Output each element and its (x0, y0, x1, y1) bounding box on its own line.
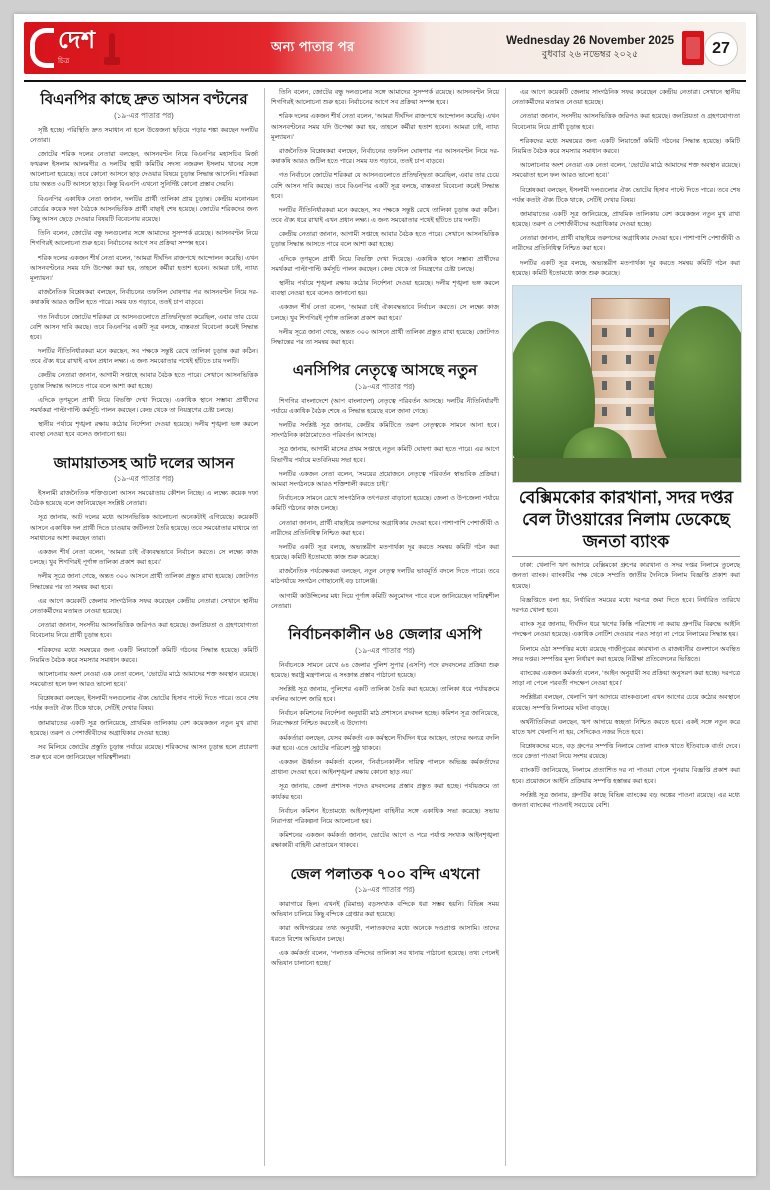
column-2 (264, 88, 505, 1166)
paragraph: বিশ্লেষকরা বলছেন, ইসলামী দলগুলোর ঐক্য ভোটের হিসাব পাল্টে দিতে পারে। তবে শেষ পর্যন্ত কতটা ঐক্য টিকে থাকে, সেটিই দেখার বিষয়। (30, 695, 258, 713)
paragraph: দলটির একটি সূত্র বলছে, অভ্যন্তরীণ মতপার্থক্য দূর করতে সমন্বয় কমিটি গঠন করা হয়েছে। কমিটি ইতোমধ্যে কাজ শুরু করেছে। (271, 543, 499, 562)
paragraph: এদিকে তৃণমূলে প্রার্থী নিয়ে বিভক্তি দেখা দিয়েছে। একাধিক স্থানে সম্ভাব্য প্রার্থীদের সমর্থকরা পাল্টাপাল্টি কর্মসূচি পালন করছেন। কেন্দ্র থেকে তা নিয়ন্ত্রণের চেষ্টা চলছে। (271, 255, 499, 273)
paragraph: এক কর্মকর্তা বলেন, ‘পলাতক বন্দিদের তালিকা সব থানায় পাঠানো হয়েছে। তথ্য পেলেই অভিযান চালানো হচ্ছে।’ (271, 949, 499, 967)
paragraph: নির্বাচনকে সামনে রেখে সাংগঠনিক তৎপরতা বাড়ানো হয়েছে। জেলা ও উপজেলা পর্যায়ে কমিটি গঠনের কাজ চলছে। (271, 495, 499, 513)
date-english: Wednesday 26 November 2025 (506, 34, 674, 47)
paragraph: ঢাকা: খেলাপি ঋণ আদায়ে বেক্সিমকো গ্রুপের কারখানা ও সদর দপ্তর নিলামে তুলেছে জনতা ব্যাংক। ব্যাংকটির পক্ষ থেকে সম্প্রতি জাতীয় দৈনিকে নিলাম বিজ্ঞপ্তি প্রকাশ করা হয়েছে। (512, 562, 740, 590)
paragraph: গত নির্বাচনে জোটের শরিকরা যে আসনগুলোতে প্রতিদ্বন্দ্বিতা করেছিল, এবার তার চেয়ে বেশি আসন দাবি করছে। তবে বিএনপির একটি সূত্র বলছে, বাস্তবতা বিবেচনা করেই সিদ্ধান্ত হবে। (30, 313, 258, 341)
continued-from: (১৯-এর পাতার পর) (355, 645, 415, 655)
paragraph: দলটির সংশ্লিষ্ট সূত্র জানায়, কেন্দ্রীয় কমিটিতে তরুণ নেতৃত্বকে সামনে আনা হবে। সাংগঠনিক কাঠামোতেও পরিবর্তন আসছে। (271, 422, 499, 440)
column-3 (505, 88, 746, 1166)
paragraph: ব্যাংকের একজন কর্মকর্তা বলেন, ‘আইন অনুযায়ী সব প্রক্রিয়া অনুসরণ করা হচ্ছে। দরপত্রে সাড়া না পেলে পরবর্তী পদক্ষেপ নেওয়া হবে।’ (512, 669, 740, 688)
paragraph: কেন্দ্রীয় নেতারা জানান, আগামী সপ্তাহে আবার বৈঠক হতে পারে। সেখানে আসনভিত্তিক চূড়ান্ত সিদ্ধান্ত আসতে পারে বলে আশা করা হচ্ছে। (30, 372, 258, 390)
paragraph: এর আগে কয়েকটি জেলায় সাংগঠনিক সফর করেছেন কেন্দ্রীয় নেতারা। সেখানে স্থানীয় নেতাকর্মীদের মতামত নেওয়া হয়েছে। (30, 597, 258, 615)
date-block (506, 34, 682, 62)
article-body (512, 561, 740, 811)
flag-icon (682, 31, 704, 65)
article-headline: এনসিপির নেতৃত্বে আসছে নতুন (292, 362, 478, 380)
paragraph: দলীয় সূত্রে জানা গেছে, অন্তত ৩০০ আসনে প্রার্থী তালিকা প্রস্তুত রাখা হয়েছে। জোটগত সিদ্ধান্তের পর তা সমন্বয় করা হবে। (30, 573, 258, 591)
paragraph: নির্বাচন কমিশনের নির্দেশনা অনুযায়ী মাঠ প্রশাসনে রদবদল হচ্ছে। কমিশন সূত্র জানিয়েছে, নিরপেক্ষতা নিশ্চিত করতেই এ উদ্যোগ। (271, 710, 499, 728)
photo-ground (513, 458, 741, 482)
article-headline: জেল পলাতক ৭০০ বন্দি এখনো (290, 865, 480, 883)
logo-c-icon (30, 28, 54, 68)
page-number: 27 (704, 32, 738, 66)
paragraph: রাজনৈতিক বিশ্লেষকরা বলছেন, নির্বাচনের তফসিল ঘোষণার পর আসনবণ্টন নিয়ে দর-কষাকষি আরও জটিল হতে পারে। সময় যত গড়াবে, ততই চাপ বাড়বে। (271, 147, 499, 166)
paragraph: আলোচনায় অংশ নেওয়া এক নেতা বলেন, ‘ভোটের মাঠে আমাদের শক্ত অবস্থান রয়েছে। সমঝোতা হলে ফল আরও ভালো হবে।’ (30, 670, 258, 689)
paragraph: জামায়াতের একটি সূত্র জানিয়েছে, প্রাথমিক তালিকায় বেশ কয়েকজন নতুন মুখ রাখা হয়েছে। তরুণ ও পেশাজীবীদের অগ্রাধিকার দেওয়া হচ্ছে। (30, 719, 258, 737)
paragraph: নেতারা জানান, সংসদীয় আসনভিত্তিক জরিপও করা হয়েছে। জনপ্রিয়তা ও গ্রহণযোগ্যতা বিবেচনায় নিয়ে প্রার্থী চূড়ান্ত হবে। (512, 113, 740, 131)
article-body (271, 397, 499, 612)
continued-from: (১৯-এর পাতার পর) (114, 110, 174, 120)
date-bangla: বুধবার ২৬ নভেম্বর ২০২৫ (541, 49, 639, 61)
paragraph: শিগগির বাংলাদেশে (আপ বাংলাদেশ) নেতৃত্বে পরিবর্তন আসছে। দলটির নীতিনির্ধারণী পর্যায়ে একাধিক বৈঠক শেষে এ সিদ্ধান্ত হয়েছে বলে জানা গেছে। (271, 397, 499, 415)
paragraph: বিশ্লেষকদের মতে, বড় গ্রুপের সম্পত্তি নিলামে তোলা ব্যাংক খাতে ইতিবাচক বার্তা দেবে। তবে ক্রেতা পাওয়া নিয়ে সংশয় রয়েছে। (512, 743, 740, 761)
article-body (30, 126, 258, 441)
newspaper-logo (24, 28, 120, 68)
beximco-building-photo (512, 285, 742, 483)
paragraph: সৃষ্টি হচ্ছে। পরিস্থিতি দ্রুত সমাধান না হলে উত্তেজনা ছড়িয়ে পড়ার শঙ্কা করছেন দলটির নেতারা। (30, 126, 258, 144)
paragraph: কেন্দ্রীয় নেতারা জানান, আগামী সপ্তাহে আবার বৈঠক হতে পারে। সেখানে আসনভিত্তিক চূড়ান্ত সিদ্ধান্ত আসতে পারে বলে আশা করা হচ্ছে। (271, 231, 499, 249)
column-container (24, 88, 746, 1166)
continued-from: (১৯-এর পাতার পর) (355, 381, 415, 391)
paragraph: শরিক দলের একজন শীর্ষ নেতা বলেন, ‘আমরা দীর্ঘদিন রাজপথে আন্দোলন করেছি। এখন আসনবণ্টনের সময় যদি উপেক্ষা করা হয়, তাহলে কর্মীরা হতাশ হবেন। আমরা চাই, ন্যায্য মূল্যায়ন।’ (271, 113, 499, 141)
masthead-rule (24, 80, 746, 82)
article-headline: বেক্সিমকোর কারখানা, সদর দপ্তর বেল টাওয়ারের নিলাম ডেকেছে জনতা ব্যাংক (518, 488, 734, 552)
paragraph: একজন শীর্ষ নেতা বলেন, ‘আমরা চাই ঐক্যবদ্ধভাবে নির্বাচন করতে। সে লক্ষ্যে কাজ চলছে। খুব শিগগিরই পূর্ণাঙ্গ তালিকা প্রকাশ করা হবে।’ (271, 304, 499, 322)
paragraph: সংশ্লিষ্ট সূত্র জানায়, পুলিশের একটি তালিকা তৈরি করা হয়েছে। তালিকা ধরে পর্যায়ক্রমে বদলির আদেশ জারি হবে। (271, 685, 499, 704)
paragraph: আগামী কাউন্সিলের মধ্য দিয়ে পূর্ণাঙ্গ কমিটি অনুমোদন পাবে বলে জানিয়েছেন দায়িত্বশীল নেতারা। (271, 592, 499, 610)
paragraph: নেতারা জানান, প্রার্থী বাছাইয়ে তরুণদের অগ্রাধিকার দেওয়া হবে। পাশাপাশি পেশাজীবী ও নারীদের প্রতিনিধিত্ব নিশ্চিত করা হবে। (512, 235, 740, 253)
paragraph: ব্যাংক সূত্র জানায়, দীর্ঘদিন ধরে ঋণের কিস্তি পরিশোধ না করায় গ্রুপটির বিরুদ্ধে আইনি পদক্ষেপ নেওয়া হয়েছে। একাধিক নোটিশ দেওয়ার পরও সাড়া না পেয়ে নিলামের সিদ্ধান্ত হয়। (512, 621, 740, 639)
paragraph: সূত্র জানায়, জেলা প্রশাসক পদেও রদবদলের প্রস্তাব প্রস্তুত করা হচ্ছে। পর্যায়ক্রমে তা কার্যকর হবে। (271, 783, 499, 801)
column-1 (24, 88, 264, 1166)
paragraph: জামায়াতের একটি সূত্র জানিয়েছে, প্রাথমিক তালিকায় বেশ কয়েকজন নতুন মুখ রাখা হয়েছে। তরুণ ও পেশাজীবীদের অগ্রাধিকার দেওয়া হচ্ছে। (512, 210, 740, 229)
paragraph: নেতারা জানান, সংসদীয় আসনভিত্তিক জরিপও করা হয়েছে। জনপ্রিয়তা ও গ্রহণযোগ্যতা বিবেচনায় নিয়ে প্রার্থী চূড়ান্ত হবে। (30, 622, 258, 640)
article-body (30, 489, 258, 763)
article-headline: জামায়াতসহ আট দলের আসন (53, 454, 235, 472)
paragraph: সব মিলিয়ে জোটের প্রস্তুতি চূড়ান্ত পর্যায়ে রয়েছে। শরিকদের আসন চূড়ান্ত হলে প্রচারণা শুরু হবে বলে জানিয়েছেন দায়িত্বশীলরা। (30, 744, 258, 762)
paragraph: দলটির নীতিনির্ধারকরা মনে করছেন, সব পক্ষকে সন্তুষ্ট রেখে তালিকা চূড়ান্ত করা কঠিন। তবে ঐক্য ধরে রাখাই এখন প্রধান লক্ষ্য। এ জন্য সমঝোতার পথেই হাঁটতে চায় দলটি। (271, 206, 499, 225)
paragraph: ইসলামী রাজনৈতিক শক্তিগুলো আসন সমঝোতায় কৌশল নিচ্ছে। এ লক্ষ্যে কয়েক দফা বৈঠক হয়েছে বলে জানিয়েছেন সংশ্লিষ্ট নেতারা। (30, 490, 258, 508)
paragraph: এদিকে তৃণমূলে প্রার্থী নিয়ে বিভক্তি দেখা দিয়েছে। একাধিক স্থানে সম্ভাব্য প্রার্থীদের সমর্থকরা পাল্টাপাল্টি কর্মসূচি পালন করছেন। কেন্দ্র থেকে তা নিয়ন্ত্রণের চেষ্টা চলছে। (30, 396, 258, 414)
paragraph: তিনি বলেন, জোটের বন্ধু দলগুলোর সঙ্গে আমাদের সুসম্পর্ক রয়েছে। আসনবণ্টন নিয়ে শিগগিরই আলোচনা শুরু হবে। নির্বাচনের আগে সব প্রক্রিয়া সম্পন্ন হবে। (30, 230, 258, 248)
logo-subtitle: চিত্র (58, 58, 70, 65)
paragraph: দলটির একটি সূত্র বলছে, অভ্যন্তরীণ মতপার্থক্য দূর করতে সমন্বয় কমিটি গঠন করা হয়েছে। কমিটি ইতোমধ্যে কাজ শুরু করেছে। (512, 259, 740, 277)
logo-word: দেশ (58, 27, 96, 54)
paragraph: নেতারা জানান, প্রার্থী বাছাইয়ে তরুণদের অগ্রাধিকার দেওয়া হবে। পাশাপাশি পেশাজীবী ও নারীদের প্রতিনিধিত্ব নিশ্চিত করা হবে। (271, 519, 499, 537)
paragraph: নিলামে ওঠা সম্পত্তির মধ্যে রয়েছে গাজীপুরের কারখানা ও রাজধানীর গুলশানে অবস্থিত সদর দপ্তর। সম্পত্তির মূল্য নির্ধারণ করা হয়েছে নিরীক্ষা প্রতিবেদনের ভিত্তিতে। (512, 645, 740, 663)
continuation-text: অন্য পাতার পর (270, 38, 355, 54)
article-body-continued (271, 88, 499, 348)
continuation-banner (120, 38, 507, 59)
article-body-continued (512, 88, 740, 279)
paragraph: স্থানীয় পর্যায়ে শৃঙ্খলা রক্ষায় কঠোর নির্দেশনা দেওয়া হয়েছে। দলীয় শৃঙ্খলা ভঙ্গ করলে ব্যবস্থা নেওয়া হবে বলেও জানানো হয়। (271, 280, 499, 298)
paragraph: দলটির একজন নেতা বলেন, ‘সময়ের প্রয়োজনে নেতৃত্বে পরিবর্তন স্বাভাবিক প্রক্রিয়া। আমরা সংগঠনকে আরও শক্তিশালী করতে চাই।’ (271, 470, 499, 488)
page-number-box (682, 28, 740, 68)
paragraph: কমিশনের একজন কর্মকর্তা জানান, ভোটের আগে ও পরে পর্যাপ্ত সংখ্যক আইনশৃঙ্খলা রক্ষাকারী বাহিনী মোতায়েন থাকবে। (271, 832, 499, 850)
paragraph: কারা অধিদপ্তরের তথ্য অনুযায়ী, পলাতকদের মধ্যে অনেকে দণ্ডপ্রাপ্ত আসামি। তাদের ধরতে বিশেষ অভিযান চলছে। (271, 925, 499, 943)
paragraph: ব্যাংকটি জানিয়েছে, নিলামে প্রত্যাশিত দর না পাওয়া গেলে পুনরায় বিজ্ঞপ্তি প্রকাশ করা হবে। প্রয়োজনে আইনি প্রক্রিয়ায় সম্পত্তি হস্তান্তর করা হবে। (512, 767, 740, 785)
paragraph: গত নির্বাচনে জোটের শরিকরা যে আসনগুলোতে প্রতিদ্বন্দ্বিতা করেছিল, এবার তার চেয়ে বেশি আসন দাবি করছে। তবে বিএনপির একটি সূত্র বলছে, বাস্তবতা বিবেচনা করেই সিদ্ধান্ত হবে। (271, 172, 499, 200)
newspaper-page (14, 14, 756, 1176)
paragraph: আলোচনায় অংশ নেওয়া এক নেতা বলেন, ‘ভোটের মাঠে আমাদের শক্ত অবস্থান রয়েছে। সমঝোতা হলে ফল আরও ভালো হবে।’ (512, 162, 740, 180)
paragraph: স্থানীয় পর্যায়ে শৃঙ্খলা রক্ষায় কঠোর নির্দেশনা দেওয়া হয়েছে। দলীয় শৃঙ্খলা ভঙ্গ করলে ব্যবস্থা নেওয়া হবে বলেও জানানো হয়। (30, 421, 258, 439)
paragraph: একজন শীর্ষ নেতা বলেন, ‘আমরা চাই ঐক্যবদ্ধভাবে নির্বাচন করতে। সে লক্ষ্যে কাজ চলছে। খুব শিগগিরই পূর্ণাঙ্গ তালিকা প্রকাশ করা হবে।’ (30, 549, 258, 567)
paragraph: রাজনৈতিক বিশ্লেষকরা বলছেন, নির্বাচনের তফসিল ঘোষণার পর আসনবণ্টন নিয়ে দর-কষাকষি আরও জটিল হতে পারে। সময় যত গড়াবে, ততই চাপ বাড়বে। (30, 289, 258, 307)
paragraph: একজন ঊর্ধ্বতন কর্মকর্তা বলেন, ‘নির্বাচনকালীন দায়িত্ব পালনে অভিজ্ঞ কর্মকর্তাদের প্রাধান্য দেওয়া হবে। আইনশৃঙ্খলা রক্ষায় কোনো ছাড় নয়।’ (271, 759, 499, 777)
paragraph: অর্থনীতিবিদরা বলছেন, ঋণ আদায়ে স্বচ্ছতা নিশ্চিত করতে হবে। একই সঙ্গে নতুন করে যাতে ঋণ খেলাপি না হয়, সেদিকেও নজর দিতে হবে। (512, 718, 740, 736)
paragraph: কারাগারে ছিল। এখনই (রিমান্ড) বড়সংখ্যক বন্দিকে ধরা সম্ভব হয়নি। বিভিন্ন সময় অভিযান চালিয়ে কিছু বন্দিকে গ্রেপ্তার করা হয়েছে। (271, 901, 499, 919)
article-headline: বিএনপির কাছে দ্রুত আসন বণ্টনের (40, 91, 248, 108)
article-body (271, 900, 499, 969)
paragraph: কর্মকর্তারা বলছেন, যেসব কর্মকর্তা এক কর্মস্থলে দীর্ঘদিন ধরে আছেন, তাদের অন্যত্র বদলি করা হবে। এতে ভোটের পরিবেশ সুষ্ঠু থাকবে। (271, 734, 499, 752)
paragraph: শরিকদের মধ্যে সমন্বয়ের জন্য একটি লিয়াজোঁ কমিটি গঠনের সিদ্ধান্ত হয়েছে। কমিটি নিয়মিত বৈঠক করে সমস্যার সমাধান করবে। (30, 646, 258, 664)
continued-from: (১৯-এর পাতার পর) (355, 885, 415, 894)
paragraph: সূত্র জানায়, আট দলের মধ্যে আসনভিত্তিক আলোচনা অনেকটাই এগিয়েছে। কয়েকটি আসনে একাধিক দল প্রার্থী দিতে চাওয়ায় জটিলতা তৈরি হয়েছে। তবে সমঝোতার মাধ্যমে তা সমাধানের আশা করছেন তারা। (30, 514, 258, 542)
paragraph: রাজনৈতিক পর্যবেক্ষকরা বলছেন, নতুন নেতৃত্ব দলটির ভাবমূর্তি বদলে দিতে পারে। তবে মাঠপর্যায়ে সংগঠন গোছানোই বড় চ্যালেঞ্জ। (271, 568, 499, 586)
paragraph: বিএনপির একাধিক নেতা জানান, দলটির প্রার্থী তালিকা প্রায় চূড়ান্ত। কেন্দ্রীয় মনোনয়ন বোর্ডের কয়েক দফা বৈঠকে আসনভিত্তিক প্রার্থী বাছাই শেষ হয়েছে। জোটের শরিকদের জন্য কিছু আসন ছেড়ে দেওয়ার বিষয়টি বিবেচনায় রয়েছে। (30, 195, 258, 223)
paragraph: শরিকদের মধ্যে সমন্বয়ের জন্য একটি লিয়াজোঁ কমিটি গঠনের সিদ্ধান্ত হয়েছে। কমিটি নিয়মিত বৈঠক করে সমস্যার সমাধান করবে। (512, 137, 740, 155)
paragraph: জোটের শরিক দলের নেতারা বলছেন, আসনবণ্টন নিয়ে বিএনপির মহাসচিব মির্জা ফখরুল ইসলাম আলমগীর ও দলটির স্থায়ী কমিটির সদস্য নজরুল ইসলাম খানের সঙ্গে আলোচনা হয়েছে। তবে কোনো আসনে ছাড় দেওয়ার বিষয়ে চূড়ান্ত সিদ্ধান্ত আসেনি। শরিকরা চায় অন্তত ৩০টি আসনে ছাড়। কিন্তু বিএনপি এখনো সুনির্দিষ্ট কোনো প্রস্তাব দেয়নি। (30, 150, 258, 189)
headline-divider (512, 556, 740, 557)
paragraph: নির্বাচনকে সামনে রেখে ৬৪ জেলার পুলিশ সুপার (এসপি) পদে রদবদলের প্রক্রিয়া শুরু হয়েছে। স্বরাষ্ট্র মন্ত্রণালয়ে এ সংক্রান্ত প্রস্তাব পাঠানো হয়েছে। (271, 661, 499, 679)
paragraph: দলটির নীতিনির্ধারকরা মনে করছেন, সব পক্ষকে সন্তুষ্ট রেখে তালিকা চূড়ান্ত করা কঠিন। তবে ঐক্য ধরে রাখাই এখন প্রধান লক্ষ্য। এ জন্য সমঝোতার পথেই হাঁটতে চায় দলটি। (30, 348, 258, 366)
photo-tree (654, 306, 742, 482)
paragraph: দলীয় সূত্রে জানা গেছে, অন্তত ৩০০ আসনে প্রার্থী তালিকা প্রস্তুত রাখা হয়েছে। জোটগত সিদ্ধান্তের পর তা সমন্বয় করা হবে। (271, 328, 499, 346)
paragraph: শরিক দলের একজন শীর্ষ নেতা বলেন, ‘আমরা দীর্ঘদিন রাজপথে আন্দোলন করেছি। এখন আসনবণ্টনের সময় যদি উপেক্ষা করা হয়, তাহলে কর্মীরা হতাশ হবেন। আমরা চাই, ন্যায্য মূল্যায়ন।’ (30, 254, 258, 282)
paragraph: তিনি বলেন, জোটের বন্ধু দলগুলোর সঙ্গে আমাদের সুসম্পর্ক রয়েছে। আসনবণ্টন নিয়ে শিগগিরই আলোচনা শুরু হবে। নির্বাচনের আগে সব প্রক্রিয়া সম্পন্ন হবে। (271, 89, 499, 107)
monument-icon (104, 31, 120, 65)
paragraph: সূত্র জানায়, আগামী মাসের প্রথম সপ্তাহে নতুন কমিটি ঘোষণা করা হতে পারে। এর আগে বিভাগীয় পর্যায়ে মতবিনিময় সভা হবে। (271, 446, 499, 464)
continued-from: (১৯-এর পাতার পর) (114, 474, 174, 484)
paragraph: এর আগে কয়েকটি জেলায় সাংগঠনিক সফর করেছেন কেন্দ্রীয় নেতারা। সেখানে স্থানীয় নেতাকর্মীদের মতামত নেওয়া হয়েছে। (512, 89, 740, 107)
article-headline: নির্বাচনকালীন ৬৪ জেলার এসপি (288, 626, 482, 643)
paragraph: বিজ্ঞপ্তিতে বলা হয়, নির্ধারিত সময়ের মধ্যে দরপত্র জমা দিতে হবে। নির্ধারিত তারিখে দরপত্র খোলা হবে। (512, 596, 740, 615)
paragraph: বিশ্লেষকরা বলছেন, ইসলামী দলগুলোর ঐক্য ভোটের হিসাব পাল্টে দিতে পারে। তবে শেষ পর্যন্ত কতটা ঐক্য টিকে থাকে, সেটিই দেখার বিষয়। (512, 186, 740, 204)
masthead (24, 22, 746, 74)
paragraph: সংশ্লিষ্ট সূত্র জানায়, গ্রুপটির কাছে বিভিন্ন ব্যাংকের বড় অঙ্কের পাওনা রয়েছে। এর মধ্যে জনতা ব্যাংকের পাওনাই সবচেয়ে বেশি। (512, 791, 740, 810)
paragraph: সংশ্লিষ্টরা বলছেন, খেলাপি ঋণ আদায়ে ব্যাংকগুলো এখন আগের চেয়ে কঠোর অবস্থানে রয়েছে। সম্পত্তি নিলামের ঘটনা বাড়ছে। (512, 694, 740, 712)
article-body (271, 661, 499, 852)
paragraph: নির্বাচন কমিশন ইতোমধ্যে আইনশৃঙ্খলা বাহিনীর সঙ্গে একাধিক সভা করেছে। সভায় নিরাপত্তা পরিকল্পনা নিয়ে আলোচনা হয়। (271, 807, 499, 825)
